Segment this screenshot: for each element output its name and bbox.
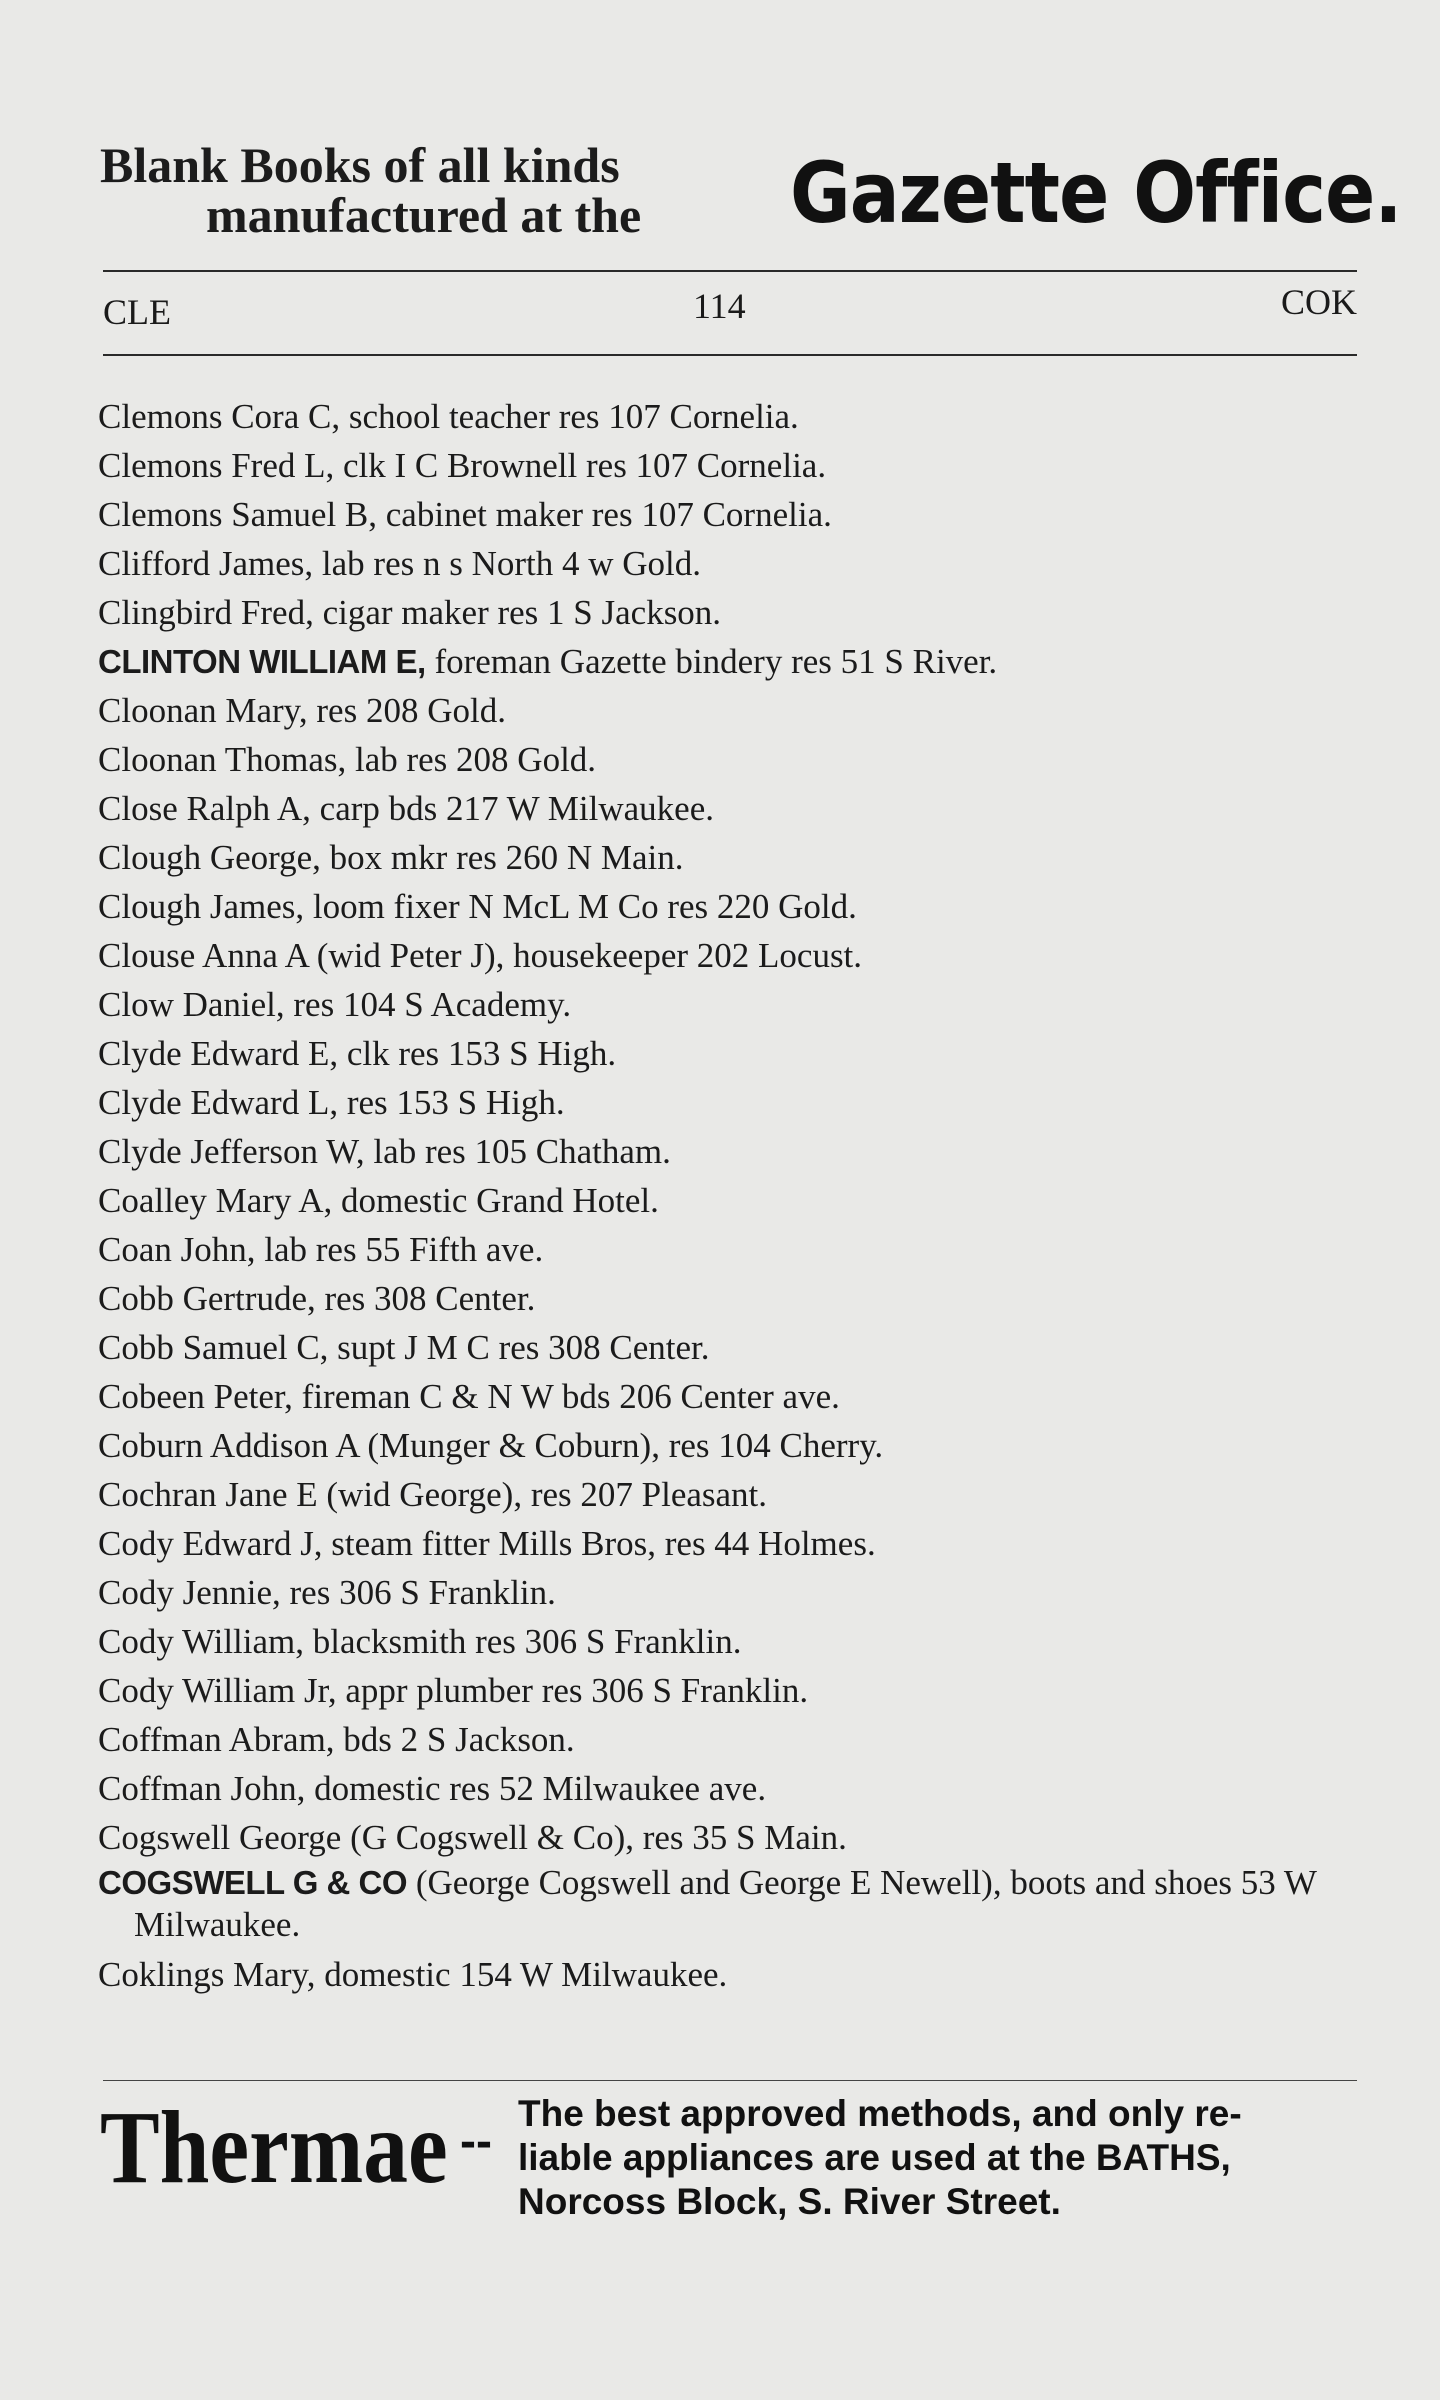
directory-entry: Clough James, loom fixer N McL M Co res 220 Gold.	[98, 887, 857, 926]
directory-entry: Cloonan Mary, res 208 Gold.	[98, 691, 506, 730]
directory-entries	[98, 392, 1360, 1999]
running-head-left: CLE	[103, 292, 171, 332]
baths-line-2: liable appliances are used at the BATHS,	[518, 2137, 1231, 2178]
directory-entry: Clyde Edward L, res 153 S High.	[98, 1083, 565, 1122]
directory-entry: Cobb Gertrude, res 308 Center.	[98, 1279, 536, 1318]
top-advertisement	[100, 137, 1402, 258]
directory-entry: Coan John, lab res 55 Fifth ave.	[98, 1230, 544, 1269]
footer-rule	[103, 2080, 1357, 2081]
entry-bold-name: CLINTON WILLIAM E,	[98, 643, 426, 680]
directory-entry: Cloonan Thomas, lab res 208 Gold.	[98, 740, 597, 779]
directory-entry: Coklings Mary, domestic 154 W Milwaukee.	[98, 1955, 728, 1994]
directory-entry: Cody William, blacksmith res 306 S Franklin.	[98, 1622, 742, 1661]
running-head	[103, 282, 1357, 335]
directory-entry: Clyde Jefferson W, lab res 105 Chatham.	[98, 1132, 671, 1171]
directory-entry: Clouse Anna A (wid Peter J), housekeeper 202 Locust.	[98, 936, 863, 975]
directory-entry: Cochran Jane E (wid George), res 207 Pleasant.	[98, 1475, 768, 1514]
baths-line-1: The best approved methods, and only re-	[518, 2093, 1242, 2134]
gazette-office-brand: Gazette Office.	[790, 144, 1402, 242]
entry-bold-name: COGSWELL G & CO	[98, 1864, 408, 1901]
directory-entry: Cody Edward J, steam fitter Mills Bros, res 44 Holmes.	[98, 1524, 876, 1563]
directory-entry: Clifford James, lab res n s North 4 w Gold.	[98, 544, 702, 583]
header-top-rule	[103, 270, 1357, 272]
entry-text: foreman Gazette bindery res 51 S River.	[425, 642, 998, 681]
baths-ad-text	[518, 2092, 1368, 2224]
running-head-right: COK	[1280, 282, 1357, 322]
directory-entry: Clemons Samuel B, cabinet maker res 107 Cornelia.	[98, 495, 832, 534]
entry-text: (George Cogswell and George E Newell), boots and shoes 53 W Milwaukee.	[134, 1863, 1317, 1944]
directory-entry: Cody William Jr, appr plumber res 306 S Franklin.	[98, 1671, 809, 1710]
thermae-brand: Thermae	[100, 2090, 448, 2205]
directory-entry: Coffman Abram, bds 2 S Jackson.	[98, 1720, 575, 1759]
directory-entry: Clemons Cora C, school teacher res 107 Cornelia.	[98, 397, 799, 436]
thermae-dash: --	[460, 2115, 492, 2168]
directory-entry: Clough George, box mkr res 260 N Main.	[98, 838, 684, 877]
ad-line-2: manufactured at the	[206, 187, 642, 243]
directory-entry: Cobb Samuel C, supt J M C res 308 Center.	[98, 1328, 710, 1367]
directory-entry: Coalley Mary A, domestic Grand Hotel.	[98, 1181, 659, 1220]
directory-entry: Close Ralph A, carp bds 217 W Milwaukee.	[98, 789, 714, 828]
page-number: 114	[693, 286, 746, 326]
directory-entry: Clingbird Fred, cigar maker res 1 S Jackson.	[98, 593, 722, 632]
directory-entry: Cobeen Peter, fireman C & N W bds 206 Center ave.	[98, 1377, 840, 1416]
directory-entry	[98, 1862, 1360, 1946]
directory-entry: Clyde Edward E, clk res 153 S High.	[98, 1034, 617, 1073]
directory-entry: Cody Jennie, res 306 S Franklin.	[98, 1573, 556, 1612]
directory-entry: Clow Daniel, res 104 S Academy.	[98, 985, 572, 1024]
ad-line-1: Blank Books of all kinds	[100, 137, 620, 193]
bottom-advertisement	[100, 2092, 1362, 2232]
blank-books-ad-text	[100, 137, 780, 243]
directory-entry: Cogswell George (G Cogswell & Co), res 35 S Main.	[98, 1818, 847, 1857]
directory-entry: Clemons Fred L, clk I C Brownell res 107 Cornelia.	[98, 446, 827, 485]
directory-entry: Coffman John, domestic res 52 Milwaukee ave.	[98, 1769, 767, 1808]
directory-entry: Coburn Addison A (Munger & Coburn), res 104 Cherry.	[98, 1426, 884, 1465]
header-bottom-rule	[103, 354, 1357, 356]
baths-line-3: Norcoss Block, S. River Street.	[518, 2181, 1061, 2222]
directory-entry	[98, 637, 1360, 686]
